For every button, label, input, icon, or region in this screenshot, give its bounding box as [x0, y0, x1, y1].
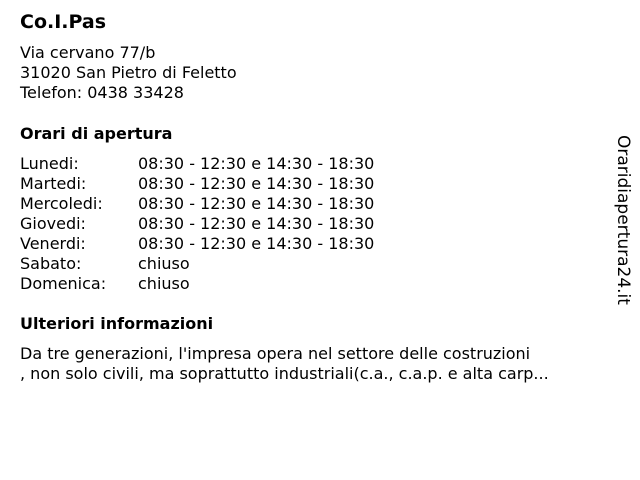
- hours-time-value: 08:30 - 12:30 e 14:30 - 18:30: [138, 194, 375, 213]
- hours-day-label: Venerdi:: [20, 234, 86, 253]
- brand-watermark: [611, 135, 635, 305]
- opening-hours-heading: Orari di apertura: [20, 124, 173, 143]
- hours-time-value: 08:30 - 12:30 e 14:30 - 18:30: [138, 214, 375, 233]
- address-city: 31020 San Pietro di Feletto: [20, 63, 237, 82]
- info-line-2: , non solo civili, ma soprattutto industriali(c.a., c.a.p. e alta carp...: [20, 364, 549, 383]
- brand-watermark-text: Oraridiapertura24.it: [613, 135, 633, 305]
- address-block: [20, 43, 237, 103]
- hours-day-label: Sabato:: [20, 254, 82, 273]
- info-line-1: Da tre generazioni, l'impresa opera nel settore delle costruzioni: [20, 344, 531, 363]
- hours-day-label: Giovedi:: [20, 214, 86, 233]
- hours-time-value: chiuso: [138, 274, 190, 293]
- hours-day-label: Lunedi:: [20, 154, 79, 173]
- hours-day-label: Domenica:: [20, 274, 107, 293]
- additional-info-heading: Ulteriori informazioni: [20, 314, 214, 333]
- hours-day-label: Mercoledi:: [20, 194, 103, 213]
- hours-time-value: 08:30 - 12:30 e 14:30 - 18:30: [138, 174, 375, 193]
- additional-info-text: [20, 344, 549, 384]
- hours-time-value: chiuso: [138, 254, 190, 273]
- business-name: Co.I.Pas: [20, 11, 107, 33]
- address-street: Via cervano 77/b: [20, 43, 156, 62]
- phone-number: Telefon: 0438 33428: [20, 83, 184, 102]
- hours-time-value: 08:30 - 12:30 e 14:30 - 18:30: [138, 154, 375, 173]
- hours-day-label: Martedi:: [20, 174, 87, 193]
- hours-time-value: 08:30 - 12:30 e 14:30 - 18:30: [138, 234, 375, 253]
